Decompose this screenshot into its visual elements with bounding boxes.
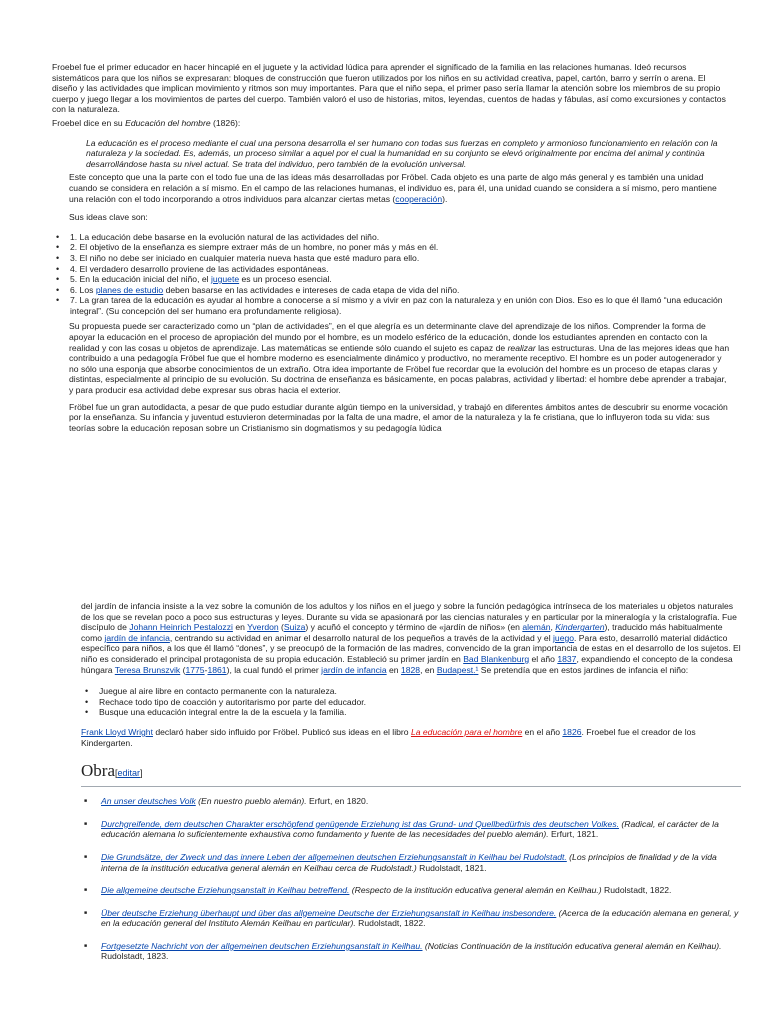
work-note: (Respecto de la institución educativa general alemán en Keilhau.): [349, 885, 602, 896]
proposal-post: las estructuras. Una de las mejores ideas que han contribuido a una pedagogía Fröbel fue que el hombre moderno es esencialmente dinámico y productivo, no meramente receptivo. El hombre es un poder autogenerador y no sólo una esponja que absorbe conocimientos de un extraño. Otra idea importante de Fröbel fue recordar que la evolución del hombre es un proceso de etapas claras y distintas, especialmente al principio de su evolución. Su doctrina de enseñanza es básicamente, en pocas palabras, actividad y libertad: el hombre debe aprender a trabajar, y para producir esa actividad debe expresar sus obras hacia el exterior.: [69, 342, 730, 396]
work-link[interactable]: Über deutsche Erziehung überhaupt und über das allgemeine Deutsche der Erziehungsanstalt in Keilhau insbesondere.: [101, 907, 557, 918]
kindergarten-list: [81, 686, 741, 718]
intro-paragraph: Froebel fue el primer educador en hacer hincapié en el juguete y la actividad lúdica para aprender el significado de la familia en las relaciones humanas. Ideó recursos sistemáticos para que los niños se expresaran: bloques de construcción que fueron utilizados por los niños en su actividad creativa, papel, cartón, barro y serrín o arena. El diseño y las actividades que implican movimiento y ritmos son muy importantes. Para que el niño sepa, el primer paso sería llamar la atención sobre los miembros de su propio cuerpo y juego llegar a los movimientos de partes del cuerpo. También valoró el uso de historias, mitos, leyendas, cuentos de hadas y fábulas, así como excursiones y contactos con la naturaleza.: [52, 62, 726, 115]
link-1775[interactable]: 1775: [185, 664, 205, 675]
list-item: • 3. El niño no debe ser iniciado en cualquier materia nueva hasta que esté maduro para ello.: [52, 253, 732, 264]
text-run: declaró haber sido influido por Fröbel. Publicó sus ideas en el libro: [152, 726, 411, 737]
proposal-paragraph: [69, 321, 732, 395]
work-note: (En nuestro pueblo alemán).: [195, 796, 307, 807]
edit-bracket-close: ]: [140, 768, 143, 779]
concept-end: ).: [442, 193, 448, 204]
list-item: • Rechace todo tipo de coacción y autoritarismo por parte del educador.: [81, 697, 741, 708]
list-item: • 1. La educación debe basarse en la evolución natural de las actividades del niño.: [52, 232, 732, 243]
lower-section: [81, 601, 741, 974]
idea-5-post: es un proceso esencial.: [239, 274, 332, 285]
dice-suffix: (1826):: [210, 117, 241, 128]
work-link[interactable]: An unser deutsches Volk: [101, 796, 196, 807]
text-run: , centrando su actividad en animar el desarrollo natural de los pequeños a través de la actividad y el: [169, 632, 553, 643]
text-run: del jardín de infancia insiste a la vez sobre la comunión de los adultos y los niños en el juego y sobre la función pedagógica intrínseca de los materiales u objetos naturales de los que se revelan poco a poco sus estructuras y leyes. Durante su vida se apasionará por las ciencias naturales y en particular por la mineralogía y la cristalografía. Fue discípulo de: [81, 601, 737, 633]
work-tail: Rudolstadt, 1823.: [101, 951, 169, 962]
link-cooperacion[interactable]: cooperación: [395, 193, 443, 204]
obra-heading: [81, 761, 741, 787]
work-link[interactable]: Fortgesetzte Nachricht von der allgemeinen deutschen Erziehungsanstalt in Keilhau.: [101, 940, 423, 951]
list-item: [81, 908, 741, 929]
obra-title: Obra: [81, 761, 115, 781]
link-jardin-de-infancia[interactable]: jardín de infancia: [104, 632, 170, 643]
link-teresa-brunszvik[interactable]: Teresa Brunszvik: [114, 664, 181, 675]
text-run: ), la cual fundó el primer: [226, 664, 322, 675]
list-item: • Busque una educación integral entre la de la escuela y la familia.: [81, 707, 741, 718]
kindergarten-paragraph: [81, 601, 741, 675]
proposal-pre: Su propuesta puede ser caracterizado como un “plan de actividades”, en el que alegría es un determinante clave del aprendizaje de los niños. Comprender la forma de apoyar la educación en el proceso de apropiación del mundo por el hombre, es un modelo esférico de la educación, donde los estudiantes aprenden en contacto con la realidad y con las cosas u objetos de aprendizaje. Las matemáticas se entiende sólo cuando el sujeto es capaz de: [69, 321, 708, 353]
text-run: . Froebel fue el creador de los Kindergarten.: [81, 726, 696, 748]
reference-1[interactable]: .¹: [473, 664, 479, 675]
works-list: [81, 796, 741, 962]
work-tail: Erfurt, 1821.: [548, 829, 599, 840]
work-note: (Acerca de la educación alemana en general, y en la educación general del Instituto Alemán Keilhau en particular).: [101, 907, 739, 929]
idea-6-post: deben basarse en las actividades e intereses de cada etapa de vida del niño.: [163, 284, 460, 295]
work-note: (Noticias Continuación de la institución educativa general alemán en Keilhau).: [422, 940, 722, 951]
text-run: el año: [529, 653, 558, 664]
text-run: , en: [420, 664, 437, 675]
link-suiza[interactable]: Suiza: [283, 622, 306, 633]
work-link[interactable]: Die Grundsätze, der Zweck und das innere Leben der allgemeinen deutschen Erziehungsanstalt in Keilhau bei Rudolstadt.: [101, 851, 567, 862]
work-link[interactable]: Die allgemeine deutsche Erziehungsanstalt in Keilhau betreffend.: [101, 885, 350, 896]
link-1861[interactable]: 1861: [207, 664, 227, 675]
link-budapest[interactable]: Budapest: [436, 664, 474, 675]
link-juego[interactable]: juego: [553, 632, 575, 643]
work-tail: Rudolstadt, 1822.: [355, 918, 426, 929]
dice-line: [52, 118, 732, 129]
link-bad-blankenburg[interactable]: Bad Blankenburg: [463, 653, 530, 664]
link-frank-lloyd-wright[interactable]: Frank Lloyd Wright: [81, 726, 153, 737]
edit-link[interactable]: editar: [117, 768, 141, 779]
work-note: (Los principios de finalidad y de la vida interna de la institución educativa general alemán en Keilhau cerca de Rudolstadt.): [101, 851, 717, 873]
key-ideas-list: [52, 232, 732, 317]
link-1828[interactable]: 1828: [400, 664, 421, 675]
list-item: • 4. El verdadero desarrollo proviene de las actividades espontáneas.: [52, 264, 732, 275]
text-run: en: [386, 664, 401, 675]
work-tail: Rudolstadt, 1821.: [416, 862, 487, 873]
redlink-la-educacion[interactable]: La educación para el hombre: [410, 726, 523, 737]
edit-section: [115, 768, 143, 778]
text-run: ), traducido más habitualmente como: [81, 622, 723, 643]
work-note: (Radical, el carácter de la educación alemana lo suficientemente exhaustiva como fundamento y fuente de las necesidades del pueblo alemán).: [101, 818, 719, 840]
proposal-italic: realizar: [507, 342, 536, 353]
link-1826[interactable]: 1826: [562, 726, 582, 737]
wright-paragraph: [81, 727, 741, 748]
link-pestalozzi[interactable]: Johann Heinrich Pestalozzi: [129, 622, 233, 633]
link-planes-de-estudio[interactable]: planes de estudio: [95, 284, 164, 295]
work-tail: Rudolstadt, 1822.: [601, 885, 672, 896]
frobel-paragraph: Fröbel fue un gran autodidacta, a pesar de que pudo estudiar durante algún tiempo en la universidad, y trabajó en diferentes ámbitos antes de descubrir su enorme vocación por la enseñanza. Su infancia y juventud estuvieron determinadas por la falta de una madre, el amor de la naturaleza y la fe cristiana, que lo influyeron toda su vida: sus teorías sobre la educación reposan sobre un Cristianismo sin dogmatismos y su pedagogía lúdica: [69, 401, 728, 433]
idea-6-pre: 6. Los: [70, 284, 96, 295]
link-juguete[interactable]: juguete: [210, 274, 240, 285]
text-run: ,: [550, 622, 556, 633]
link-jardin-de-infancia-2[interactable]: jardín de infancia: [321, 664, 387, 675]
list-item: • Juegue al aire libre en contacto permanente con la naturaleza.: [81, 686, 741, 697]
text-run: -: [204, 664, 208, 675]
upper-section: [52, 62, 732, 433]
text-run: . Para esto, desarrolló material didáctico específico para niños, a los que él llamó “dones”, y se preocupó de la formación de las madres, convencido de la gran importancia de estas en el desarrollo de los sujetos. El niño es considerado el principal protagonista de su propia educación. Estableció su primer jardín en: [81, 632, 741, 664]
list-item: • 2. El objetivo de la enseñanza es siempre extraer más de un hombre, no poner más y más en él.: [52, 242, 732, 253]
list-item: [52, 285, 732, 296]
link-kindergarten[interactable]: Kindergarten: [555, 622, 605, 633]
list-item: [52, 274, 732, 285]
work-link[interactable]: Durchgreifende, dem deutschen Charakter erschöpfend genügende Erziehung ist das Grund- und Quellbedürfnis des deutschen Volkes.: [101, 818, 620, 829]
key-ideas-heading: Sus ideas clave son:: [69, 212, 148, 223]
list-item: [81, 796, 741, 807]
text-run: en: [232, 622, 248, 633]
text-run: Se pretendía que en estos jardines de infancia el niño:: [478, 664, 689, 675]
list-item: [81, 941, 741, 962]
link-aleman[interactable]: alemán: [522, 622, 551, 633]
text-run: (: [278, 622, 284, 633]
list-item: [81, 819, 741, 840]
concept-text: Este concepto que una la parte con el todo fue una de las ideas más desarrolladas por Fröbel. Cada objeto es una parte de algo más general y es también una unidad cuando se considera en relación a sí mismo. En el campo de las relaciones humanas, el individuo es, para él, una unidad cuando se considera a sí mismo, pero mantiene una relación con el todo incorporando a otros individuos para alcanzar ciertas metas (: [69, 172, 717, 204]
dice-book-title: Educación del hombre: [125, 117, 211, 128]
blockquote: La educación es el proceso mediante el cual una persona desarrolla el ser humano con todas sus fuerzas en completo y armonioso funcionamiento en relación con la naturaleza y la sociedad. Es, además, un proceso similar a aquel por el cual la humanidad en su conjunto se elevó originalmente por encima del animal y continúa desarrollándose hasta su nivel actual. Se trata del individuo, pero también de la evolución universal.: [86, 137, 718, 169]
text-run: , expandiendo el concepto de la condesa húngara: [81, 653, 733, 675]
dice-prefix: Froebel dice en su: [52, 117, 126, 128]
work-tail: Erfurt, en 1820.: [306, 796, 369, 807]
list-item: • 7. La gran tarea de la educación es ayudar al hombre a conocerse a sí mismo y a vivir en paz con la naturaleza y en unión con Dios. Eso es lo que él llamó “una educación integral”. (Su concepción del ser humano era profundamente religiosa).: [52, 295, 732, 316]
list-item: [81, 885, 741, 896]
concept-paragraph: [69, 172, 732, 204]
link-yverdon[interactable]: Yverdon: [247, 622, 279, 633]
text-run: en el año: [522, 726, 563, 737]
edit-bracket-open: [: [114, 768, 118, 779]
text-run: ) y acuñó el concepto y término de «jardín de niños» (en: [305, 622, 523, 633]
list-item: [81, 852, 741, 873]
idea-5-pre: 5. En la educación inicial del niño, el: [70, 274, 211, 285]
text-run: (: [180, 664, 186, 675]
link-1837[interactable]: 1837: [557, 653, 577, 664]
